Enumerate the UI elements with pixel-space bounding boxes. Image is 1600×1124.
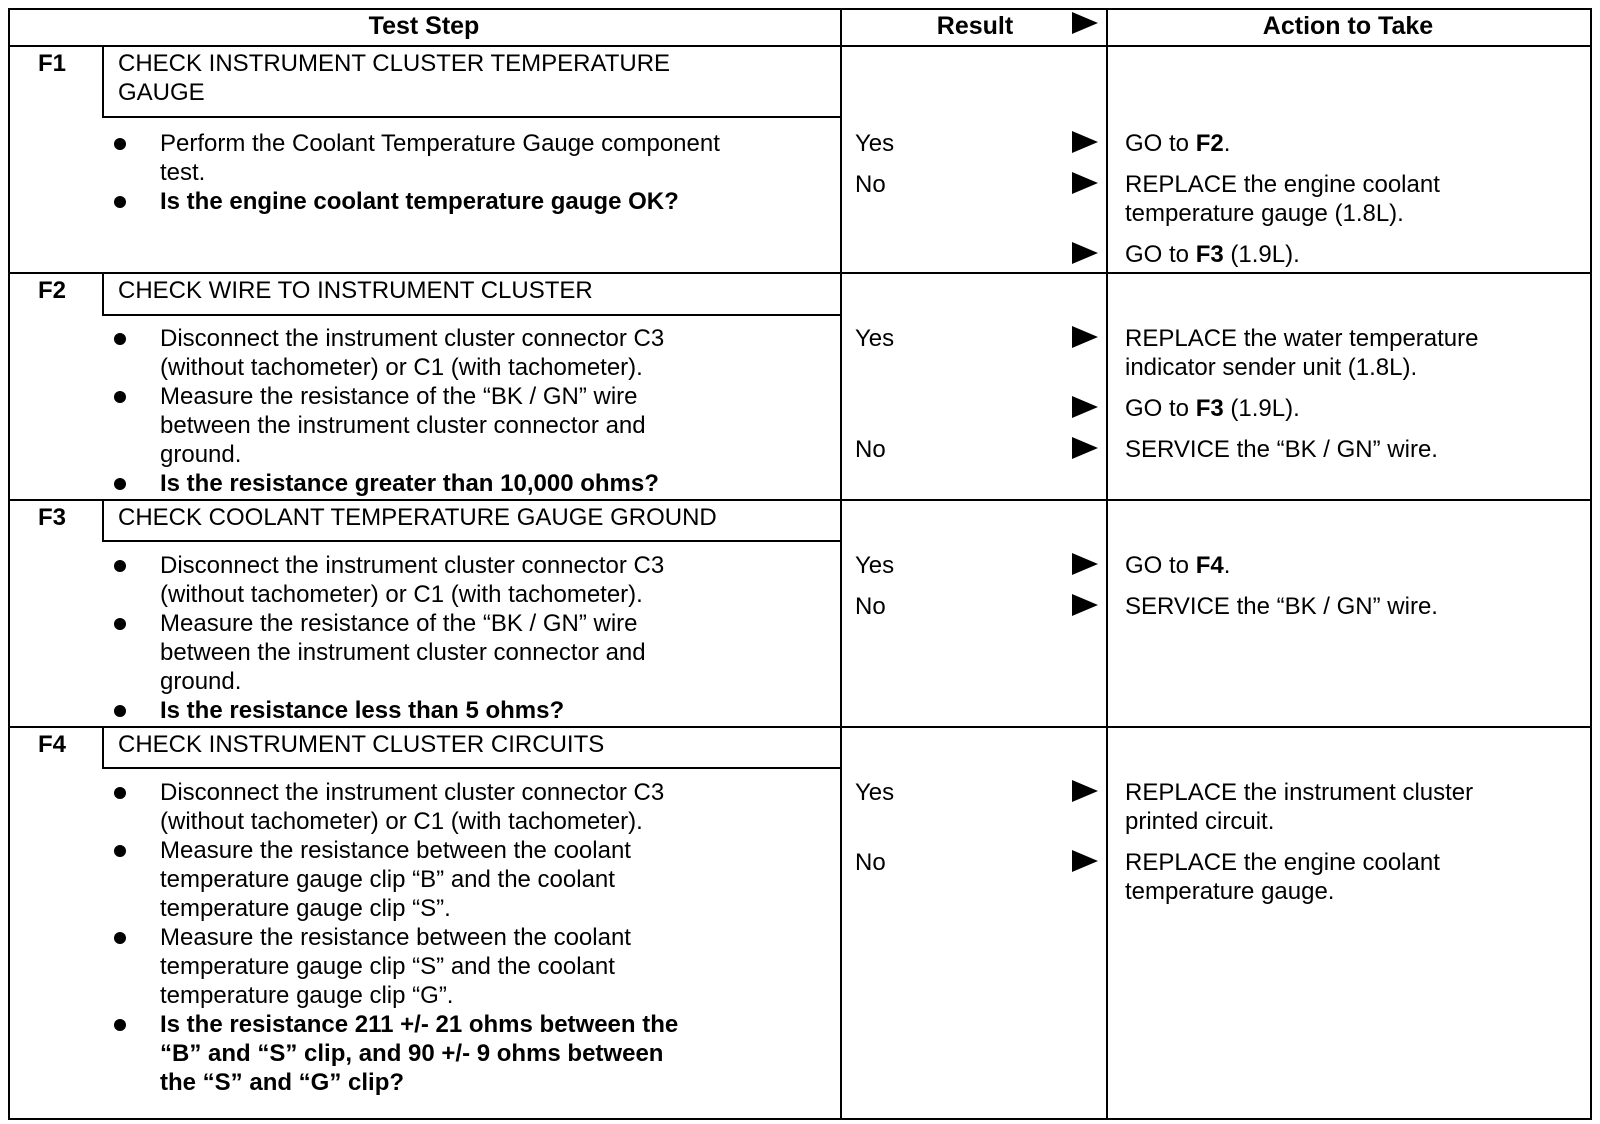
step-instruction: Disconnect the instrument cluster connector C3 xyxy=(160,779,665,806)
action-line xyxy=(1125,394,1300,423)
step-instruction: between the instrument cluster connector and xyxy=(160,639,646,666)
step-instruction: Is the engine coolant temperature gauge OK? xyxy=(160,188,679,215)
action-line xyxy=(1125,199,1404,228)
step-reference: F2 xyxy=(1195,130,1224,157)
action-text: . xyxy=(1223,130,1231,157)
step-instruction: Measure the resistance between the coolant xyxy=(160,837,631,864)
bullet-icon xyxy=(114,787,126,799)
bullet-icon xyxy=(114,391,126,403)
step-instruction: temperature gauge clip “G”. xyxy=(160,982,454,1009)
step-instruction: ground. xyxy=(160,668,242,695)
arrow-right-icon xyxy=(1072,396,1098,418)
header-test-step: Test Step xyxy=(368,12,480,40)
step-title-divider xyxy=(102,314,840,316)
step-id: F1 xyxy=(38,50,67,77)
arrow-right-icon xyxy=(1072,780,1098,802)
step-instruction: (without tachometer) or C1 (with tachometer). xyxy=(160,808,643,835)
result-label: Yes xyxy=(855,779,895,806)
step-id: F3 xyxy=(38,504,67,531)
result-label: No xyxy=(855,593,886,620)
step-instruction: “B” and “S” clip, and 90 +/- 9 ohms between xyxy=(160,1040,664,1067)
step-divider xyxy=(8,272,1592,274)
result-label: No xyxy=(855,436,886,463)
step-title-divider xyxy=(102,540,840,542)
action-text: GO to xyxy=(1125,130,1196,157)
step-reference: F4 xyxy=(1195,552,1224,579)
arrow-right-icon xyxy=(1072,326,1098,348)
step-id-divider xyxy=(102,726,104,767)
step-id: F4 xyxy=(38,731,67,758)
step-instruction: the “S” and “G” clip? xyxy=(160,1069,405,1096)
bullet-icon xyxy=(114,705,126,717)
arrow-right-icon xyxy=(1072,172,1098,194)
action-line xyxy=(1125,170,1440,199)
result-label: Yes xyxy=(855,325,895,352)
table-border-right xyxy=(1590,8,1592,1120)
result-label: Yes xyxy=(855,552,895,579)
action-line xyxy=(1125,129,1230,158)
step-id-divider xyxy=(102,45,104,116)
action-text: REPLACE the engine coolant xyxy=(1125,171,1440,198)
step-instruction: Measure the resistance between the coolant xyxy=(160,924,631,951)
bullet-icon xyxy=(114,196,126,208)
action-text: printed circuit. xyxy=(1125,808,1275,835)
step-instruction: Is the resistance less than 5 ohms? xyxy=(160,697,565,724)
action-line xyxy=(1125,353,1417,382)
arrow-right-icon xyxy=(1072,553,1098,575)
step-instruction: (without tachometer) or C1 (with tachometer). xyxy=(160,581,643,608)
table-border-left xyxy=(8,8,10,1120)
arrow-right-icon xyxy=(1072,850,1098,872)
action-text: REPLACE the instrument cluster xyxy=(1125,779,1474,806)
action-line xyxy=(1125,592,1438,621)
action-text: temperature gauge. xyxy=(1125,878,1335,905)
step-title-divider xyxy=(102,116,840,118)
step-title: CHECK COOLANT TEMPERATURE GAUGE GROUND xyxy=(118,504,717,531)
step-divider xyxy=(8,726,1592,728)
action-text: REPLACE the water temperature xyxy=(1125,325,1479,352)
arrow-right-icon xyxy=(1072,437,1098,459)
action-text: . xyxy=(1223,552,1231,579)
step-instruction: test. xyxy=(160,159,206,186)
action-line xyxy=(1125,435,1438,464)
action-text: GO to xyxy=(1125,552,1196,579)
step-instruction: Disconnect the instrument cluster connector C3 xyxy=(160,552,665,579)
result-label: No xyxy=(855,849,886,876)
step-instruction: (without tachometer) or C1 (with tachometer). xyxy=(160,354,643,381)
bullet-icon xyxy=(114,333,126,345)
bullet-icon xyxy=(114,845,126,857)
header-result: Result xyxy=(936,12,1014,40)
step-title: CHECK WIRE TO INSTRUMENT CLUSTER xyxy=(118,277,593,304)
result-label: Yes xyxy=(855,130,895,157)
step-divider xyxy=(8,499,1592,501)
column-divider-action xyxy=(1106,8,1108,1120)
arrow-right-icon xyxy=(1072,242,1098,264)
table-border-bottom xyxy=(8,1118,1592,1120)
step-id-divider xyxy=(102,272,104,314)
step-instruction: Disconnect the instrument cluster connector C3 xyxy=(160,325,665,352)
step-instruction: ground. xyxy=(160,441,242,468)
step-instruction: Is the resistance greater than 10,000 ohms? xyxy=(160,470,659,497)
bullet-icon xyxy=(114,138,126,150)
action-text: (1.9L). xyxy=(1223,241,1300,268)
step-title: CHECK INSTRUMENT CLUSTER TEMPERATURE xyxy=(118,50,671,77)
step-title: CHECK INSTRUMENT CLUSTER CIRCUITS xyxy=(118,731,605,758)
step-instruction: Is the resistance 211 +/- 21 ohms between the xyxy=(160,1011,679,1038)
action-text: indicator sender unit (1.8L). xyxy=(1125,354,1418,381)
step-instruction: Measure the resistance of the “BK / GN” wire xyxy=(160,383,638,410)
bullet-icon xyxy=(114,618,126,630)
step-id: F2 xyxy=(38,277,67,304)
step-instruction: temperature gauge clip “B” and the coolant xyxy=(160,866,615,893)
step-instruction: Perform the Coolant Temperature Gauge component xyxy=(160,130,720,157)
header-arrow-icon xyxy=(1072,12,1098,34)
action-text: SERVICE the “BK / GN” wire. xyxy=(1125,593,1438,620)
action-text: GO to xyxy=(1125,395,1196,422)
action-text: SERVICE the “BK / GN” wire. xyxy=(1125,436,1438,463)
action-line xyxy=(1125,240,1300,269)
result-label: No xyxy=(855,171,886,198)
action-text: (1.9L). xyxy=(1223,395,1300,422)
action-line xyxy=(1125,807,1274,836)
action-line xyxy=(1125,848,1440,877)
action-text: GO to xyxy=(1125,241,1196,268)
action-text: temperature gauge (1.8L). xyxy=(1125,200,1404,227)
step-reference: F3 xyxy=(1195,241,1224,268)
table-border-top xyxy=(8,8,1592,10)
bullet-icon xyxy=(114,560,126,572)
step-instruction: temperature gauge clip “S”. xyxy=(160,895,451,922)
header-action: Action to Take xyxy=(1262,12,1434,40)
bullet-icon xyxy=(114,478,126,490)
arrow-right-icon xyxy=(1072,131,1098,153)
action-line xyxy=(1125,324,1479,353)
step-reference: F3 xyxy=(1195,395,1224,422)
diagnostic-table xyxy=(8,8,1592,1120)
step-instruction: temperature gauge clip “S” and the coolant xyxy=(160,953,615,980)
arrow-right-icon xyxy=(1072,594,1098,616)
step-instruction: Measure the resistance of the “BK / GN” wire xyxy=(160,610,638,637)
action-line xyxy=(1125,551,1230,580)
action-line xyxy=(1125,877,1334,906)
bullet-icon xyxy=(114,932,126,944)
action-text: REPLACE the engine coolant xyxy=(1125,849,1440,876)
step-id-divider xyxy=(102,499,104,540)
bullet-icon xyxy=(114,1019,126,1031)
step-title: GAUGE xyxy=(118,79,205,106)
header-divider xyxy=(8,45,1592,47)
column-divider-result xyxy=(840,8,842,1120)
action-line xyxy=(1125,778,1473,807)
step-instruction: between the instrument cluster connector and xyxy=(160,412,646,439)
step-title-divider xyxy=(102,767,840,769)
